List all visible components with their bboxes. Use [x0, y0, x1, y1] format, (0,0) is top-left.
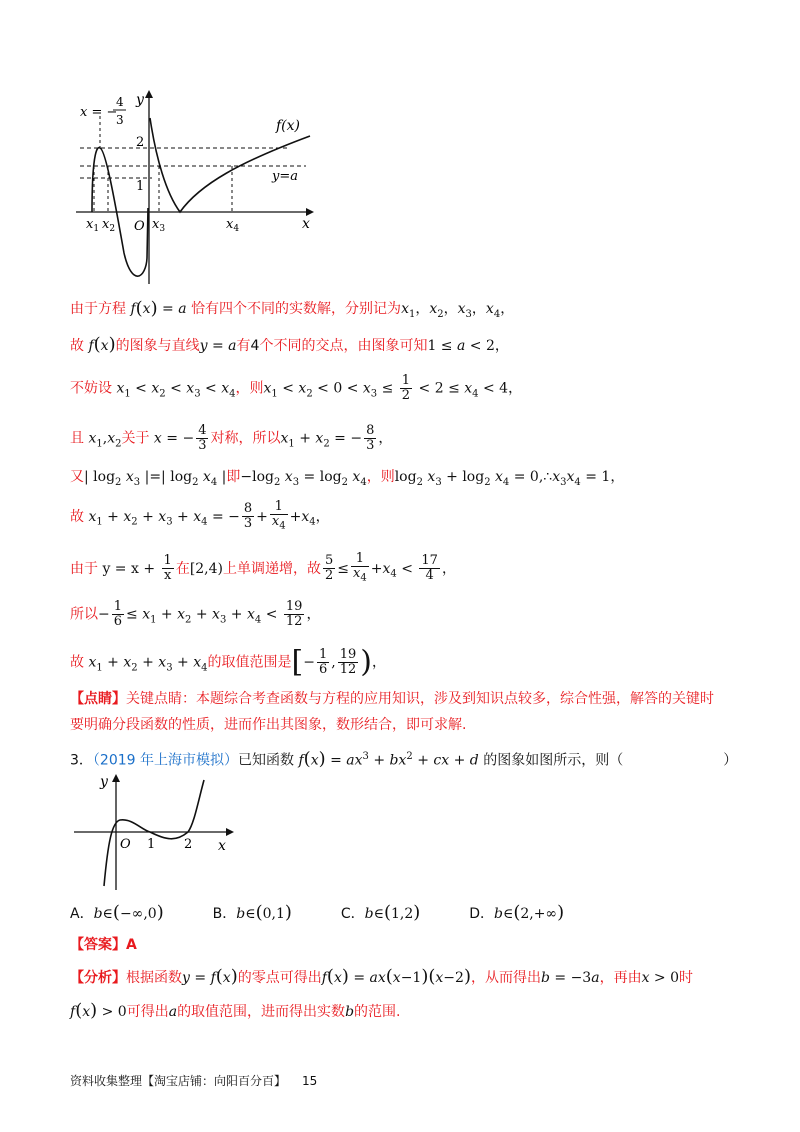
function-graph-2: [70, 772, 240, 892]
line-3: 不妨设 $x_1 < x_2 < x_3 < x_4$，则$x_1 < x_2 < 0 < x_3$ ≤ $\frac{1}{2}$ < $2 \le x_4 < 4$，: [70, 373, 523, 403]
line-5: 又| $\log_2 x_3$ |=| $\log_2 x_4$ |即$-\log_2$ $x_3 = \log_2 x_4$，则$\log_2 x_3 + \log_2 x_4$ = $0,\therefore x_3x_4 = 1$，: [70, 469, 625, 488]
line-9: 故 $x_1 + x_2 + x_3 + x_4$的取值范围是[− $\frac{1}{6}$ , $\frac{19}{12}$ )，: [70, 644, 386, 680]
footer-text: 资料收集整理【淘宝店铺：向阳百分百】: [70, 1074, 287, 1088]
dianjing-line-1: 【点睛】关键点睛：本题综合考查函数与方程的应用知识，涉及到知识点较多，综合性强，解答的关键时: [70, 691, 714, 707]
label-x4: $x_4$: [226, 217, 240, 234]
x-eq-label: x = −: [80, 105, 118, 120]
page-number: 15: [302, 1074, 318, 1088]
line-7: 由于 y = x + $\frac{1}{x}$ 在[2,4)上单调递增，故 $\frac{5}{2}$ ≤ $\frac{1}{x_4}$ $+x_4$ < $\frac{17}{4}$ ，: [70, 551, 456, 584]
label-x1: $x_1$: [86, 217, 100, 234]
analysis-line-2: f(x) > 0可得出a的取值范围，进而得出实数b的范围.: [70, 1000, 401, 1021]
line-4: 且 $x_1,x_2$关于 x = − $\frac{4}{3}$ 对称，所以$x_1 + x_2$ = − $\frac{8}{3}$ ，: [70, 423, 393, 453]
x-axis-label: x: [218, 838, 226, 854]
x-axis-arrow: [306, 208, 314, 216]
curve-label: f(x): [276, 118, 301, 134]
origin-label: O: [120, 837, 131, 852]
x-axis-label: x: [302, 216, 310, 232]
label-x2: $x_2$: [102, 217, 116, 234]
answer-line: 【答案】A: [70, 937, 137, 953]
q3-stem: 3．（2019 年上海市模拟）已知函数 $f(x) = ax^3 + bx^2$ + cx + d 的图象如图所示，则（ ）: [70, 748, 738, 770]
line-2: 故 f(x)的图象与直线y = a有4个不同的交点，由图象可知1 ≤ a < 2，: [70, 334, 509, 355]
y-axis-label: y: [100, 774, 108, 790]
y-axis-arrow: [145, 90, 153, 98]
option-b[interactable]: B．b∈(0,1): [212, 902, 292, 923]
line-1: 由于方程 f(x) = a 恰有四个不同的实数解，分别记为$x_1$，$x_2$，$x_3$，$x_4$，: [70, 298, 515, 320]
tick-2: 2: [136, 135, 145, 150]
line-8: 所以− $\frac{1}{6}$ ≤ $x_1 + x_2 + x_3 + x_4$ < $\frac{19}{12}$ ，: [70, 599, 321, 629]
footer: [70, 1072, 317, 1089]
options-row: [70, 902, 564, 925]
tick-1: 1: [147, 837, 156, 852]
label-x3: $x_3$: [152, 217, 166, 234]
analysis-line-1: 【分析】根据函数y = f(x)的零点可得出f(x) = ax(x−1)(x−2)，从而得出b = −3a，再由x > 0时: [70, 966, 694, 987]
y-axis-label: y: [136, 92, 144, 108]
x-eq-den: 3: [116, 113, 124, 127]
cubic-curve: [104, 780, 204, 886]
line-6: 故 $x_1 + x_2 + x_3 + x_4$ = − $\frac{8}{3}$ + $\frac{1}{x_4}$ $+x_4$，: [70, 499, 330, 532]
y-axis-arrow: [112, 774, 120, 782]
line-label: y=a: [272, 169, 298, 184]
x-axis-arrow: [226, 828, 234, 836]
option-a[interactable]: A．b∈(−∞,0): [70, 902, 164, 923]
function-graph-1: [70, 88, 320, 288]
origin-label: O: [134, 219, 145, 234]
tick-1: 1: [136, 179, 145, 194]
option-d[interactable]: D．b∈(2,+∞): [469, 902, 565, 923]
dianjing-line-2: 要明确分段函数的性质，进而作出其图象，数形结合，即可求解.: [70, 717, 467, 733]
tick-2: 2: [184, 837, 193, 852]
x-eq-num: 4: [116, 95, 124, 109]
option-c[interactable]: C．b∈(1,2): [340, 902, 421, 923]
